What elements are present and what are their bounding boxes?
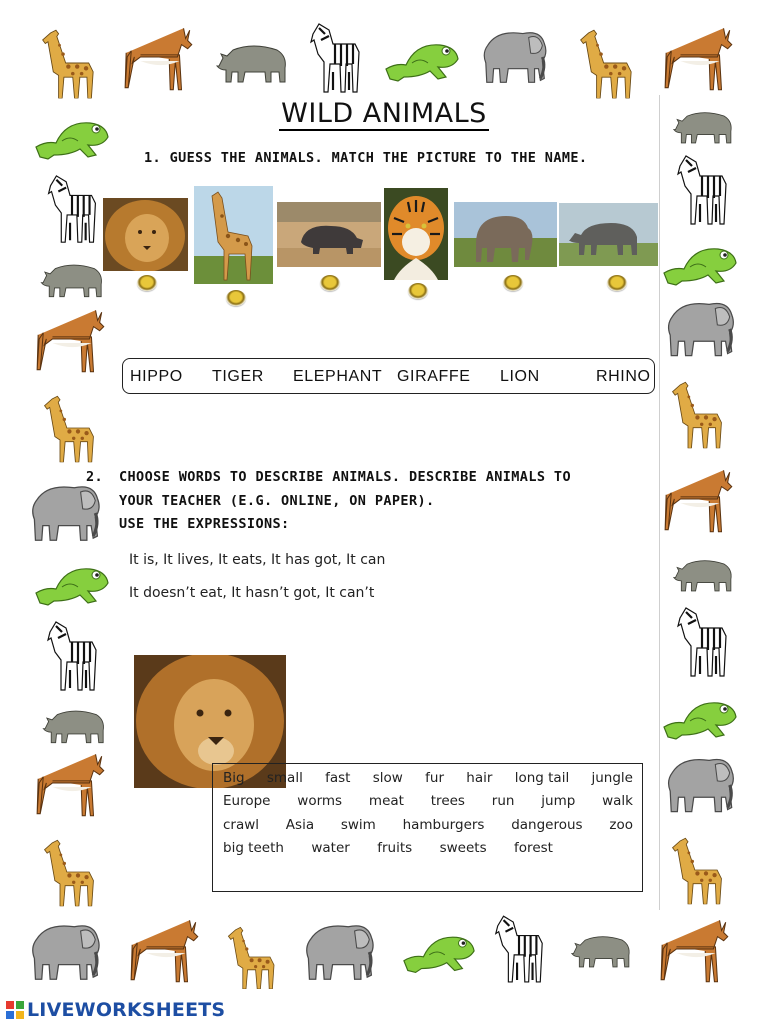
match-dot-elephant[interactable] [503,275,523,291]
match-dot-lion[interactable] [137,275,157,291]
word-row-4 [223,840,553,856]
name-lion[interactable]: LION [500,368,540,385]
giraffe-icon [578,20,640,106]
name-tiger[interactable]: TIGER [212,368,264,385]
rhino-icon [34,704,116,748]
elephant-icon [26,480,110,546]
elephant-icon [662,752,744,818]
zebra-icon [305,20,365,100]
giraffe-icon [40,20,102,106]
elephant-icon [478,26,556,88]
word: fast [325,770,351,786]
giraffe-icon [670,828,730,912]
zebra-icon [42,172,102,250]
giraffe-photo [194,186,273,284]
elephant-photo [454,202,557,267]
hippo-photo [277,202,381,267]
word-row-2 [223,793,633,809]
word: Big [223,770,245,786]
frog-icon [32,556,112,608]
zebra-icon [672,604,732,684]
word: walk [602,793,633,809]
word: trees [430,793,465,809]
match-dot-hippo[interactable] [320,275,340,291]
name-hippo[interactable]: HIPPO [130,368,183,385]
rhino-icon [32,258,114,302]
word: fruits [377,840,413,856]
zebra-icon [490,912,548,990]
frog-icon [400,924,478,976]
task2-instruction-line3: USE THE EXPRESSIONS: [119,516,290,532]
task2-number: 2. [86,469,104,485]
zebra-icon [672,152,732,232]
tiger-photo [384,188,448,280]
brand-name: LIVEWORKSHEETS [27,999,226,1021]
antelope-icon [660,466,742,538]
giraffe-icon [42,830,102,914]
word: worms [297,793,343,809]
word: meat [368,793,404,809]
word-row-1 [223,770,633,786]
name-giraffe[interactable]: GIRAFFE [397,368,471,385]
word: zoo [609,817,633,833]
match-dot-giraffe[interactable] [226,290,246,306]
name-rhino[interactable]: RHINO [596,368,651,385]
word: crawl [223,817,260,833]
rhino-icon [562,930,642,972]
rhino-icon [212,38,294,88]
match-dot-rhino[interactable] [607,275,627,291]
antelope-icon [120,24,202,96]
giraffe-icon [42,386,102,470]
task2-instruction-line1: CHOOSE WORDS TO DESCRIBE ANIMALS. DESCRIBE ANIMALS TO [119,469,571,485]
word: big teeth [223,840,284,856]
rhino-photo [559,203,658,266]
page-title: WILD ANIMALS [281,98,487,129]
word: dangerous [511,817,583,833]
expressions-positive: It is, It lives, It eats, It has got, It can [129,552,386,568]
antelope-icon [32,750,114,822]
antelope-icon [32,306,114,378]
frog-icon [660,690,740,742]
page-divider [659,95,660,910]
zebra-icon [42,618,102,698]
elephant-icon [300,918,384,986]
word: swim [340,817,376,833]
antelope-icon [656,916,738,988]
word: small [266,770,303,786]
liveworksheets-logo-icon [6,1001,24,1019]
word-row-3 [223,817,633,833]
word: long tail [514,770,570,786]
word: sweets [439,840,487,856]
rhino-icon [664,554,744,596]
word: fur [425,770,444,786]
word: jump [541,793,576,809]
elephant-icon [662,296,744,362]
giraffe-icon [670,372,730,456]
task2-instruction-line2: YOUR TEACHER (E.G. ONLINE, ON PAPER). [119,493,435,509]
name-elephant[interactable]: ELEPHANT [293,368,383,385]
animal-names-box [122,358,655,394]
antelope-icon [660,24,742,96]
word: hair [466,770,493,786]
word: Asia [285,817,315,833]
antelope-icon [126,916,208,988]
lion-photo [103,198,188,271]
word: water [311,840,350,856]
word: run [491,793,515,809]
elephant-icon [26,918,110,986]
match-dot-tiger[interactable] [408,283,428,299]
word: forest [514,840,553,856]
word: slow [372,770,403,786]
task1-instruction: 1. GUESS THE ANIMALS. MATCH THE PICTURE TO THE NAME. [144,150,588,166]
expressions-negative: It doesn’t eat, It hasn’t got, It can’t [129,585,375,601]
word: jungle [591,770,633,786]
frog-icon [660,236,740,288]
giraffe-icon [226,914,282,1000]
liveworksheets-footer[interactable] [6,999,225,1021]
word: hamburgers [402,817,485,833]
frog-icon [382,32,462,84]
word: Europe [223,793,271,809]
